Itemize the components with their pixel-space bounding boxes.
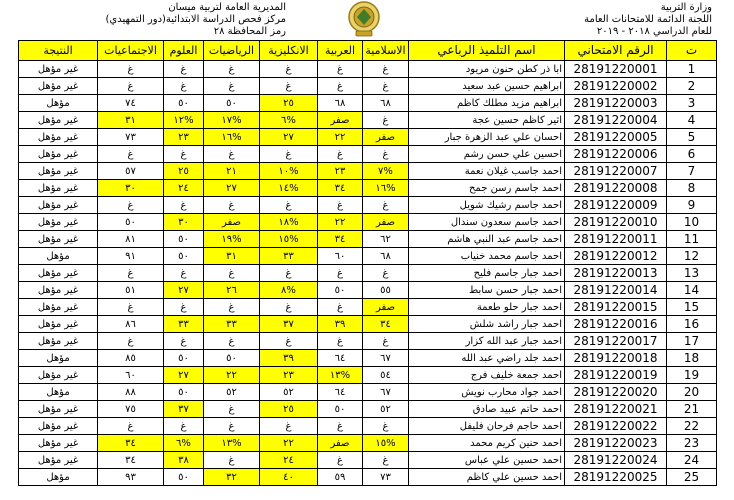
math-grade-cell: ٢٢ (204, 367, 260, 384)
social-grade-cell: ٨٨ (98, 384, 164, 401)
student-name-cell: احمد جبار راشد شلش (409, 316, 565, 333)
serial-cell: 4 (667, 112, 717, 129)
col-math: الرياضيات (204, 41, 260, 61)
exam-number-cell: 28191220025 (565, 469, 667, 486)
serial-cell: 9 (667, 197, 717, 214)
social-grade-cell: غ (98, 299, 164, 316)
serial-cell: 21 (667, 401, 717, 418)
table-row (19, 129, 717, 146)
col-arabic: العربية (318, 41, 363, 61)
serial-cell: 18 (667, 350, 717, 367)
science-grade-cell: ٣٠ (164, 214, 204, 231)
arabic-grade-cell: ٦٤ (318, 350, 363, 367)
math-grade-cell: غ (204, 78, 260, 95)
arabic-grade-cell: غ (318, 265, 363, 282)
center-line: مركز فحص الدراسة الابتدائية(دور التمهيدي) (105, 14, 286, 25)
student-name-cell: احمد جاسم عبد النبي هاشم (409, 231, 565, 248)
math-grade-cell: غ (204, 401, 260, 418)
table-row (19, 435, 717, 452)
social-grade-cell: ٨١ (98, 231, 164, 248)
exam-number-cell: 28191220003 (565, 95, 667, 112)
english-grade-cell: ٤٠ (260, 469, 318, 486)
science-grade-cell: غ (164, 78, 204, 95)
science-grade-cell: ٢٧ (164, 282, 204, 299)
province-code-line: رمز المحافظة ٢٨ (213, 26, 286, 37)
exam-number-cell: 28191220008 (565, 180, 667, 197)
math-grade-cell: غ (204, 418, 260, 435)
table-row (19, 384, 717, 401)
english-grade-cell: ٥٢ (260, 384, 318, 401)
exam-number-cell: 28191220015 (565, 299, 667, 316)
english-grade-cell: غ (260, 197, 318, 214)
student-name-cell: احمد جاسم محمد خنياب (409, 248, 565, 265)
result-cell: غير مؤهل (19, 333, 98, 350)
table-row (19, 95, 717, 112)
arabic-grade-cell: %١٣ (318, 367, 363, 384)
arabic-grade-cell: غ (318, 78, 363, 95)
student-name-cell: احمد جبار حلو طعمة (409, 299, 565, 316)
table-row (19, 248, 717, 265)
islamic-grade-cell: ٥٥ (363, 282, 409, 299)
serial-cell: 16 (667, 316, 717, 333)
result-cell: غير مؤهل (19, 197, 98, 214)
result-cell: مؤهل (19, 248, 98, 265)
social-grade-cell: ٨٥ (98, 350, 164, 367)
serial-cell: 10 (667, 214, 717, 231)
arabic-grade-cell: ٣٩ (318, 316, 363, 333)
english-grade-cell: غ (260, 146, 318, 163)
student-name-cell: احمد جاسم سعدون سندال (409, 214, 565, 231)
islamic-grade-cell: ٧٣ (363, 469, 409, 486)
student-name-cell: احمد حنين كريم محمد (409, 435, 565, 452)
table-row (19, 265, 717, 282)
serial-cell: 24 (667, 452, 717, 469)
result-cell: غير مؤهل (19, 231, 98, 248)
social-grade-cell: غ (98, 61, 164, 78)
islamic-grade-cell: غ (363, 333, 409, 350)
science-grade-cell: ٢٤ (164, 180, 204, 197)
arabic-grade-cell: غ (318, 452, 363, 469)
results-table (18, 40, 717, 486)
result-cell: غير مؤهل (19, 112, 98, 129)
islamic-grade-cell: %١٥ (363, 435, 409, 452)
serial-cell: 7 (667, 163, 717, 180)
ministry-line: وزارة التربية (660, 2, 712, 13)
arabic-grade-cell: غ (318, 61, 363, 78)
social-grade-cell: ٧٥ (98, 401, 164, 418)
table-row (19, 163, 717, 180)
ministry-header (472, 2, 712, 38)
year-line: للعام الدراسي ٢٠١٨ - ٢٠١٩ (596, 26, 712, 37)
table-row (19, 61, 717, 78)
arabic-grade-cell: ٥٠ (318, 401, 363, 418)
student-name-cell: احسان علي عبد الزهرة جبار (409, 129, 565, 146)
student-name-cell: احمد جاسب غيلان نعمة (409, 163, 565, 180)
arabic-grade-cell: غ (318, 299, 363, 316)
english-grade-cell: %٦ (260, 112, 318, 129)
social-grade-cell: ٩٣ (98, 469, 164, 486)
exam-number-cell: 28191220011 (565, 231, 667, 248)
student-name-cell: احمد جاسم رشيك شويل (409, 197, 565, 214)
math-grade-cell: ٥٠ (204, 95, 260, 112)
exam-number-cell: 28191220019 (565, 367, 667, 384)
exam-number-cell: 28191220016 (565, 316, 667, 333)
student-name-cell: احمد حاتم عبيد صادق (409, 401, 565, 418)
arabic-grade-cell: ٣٤ (318, 231, 363, 248)
result-cell: غير مؤهل (19, 299, 98, 316)
english-grade-cell: %١٠ (260, 163, 318, 180)
student-name-cell: احمد جواد محارب نويش (409, 384, 565, 401)
student-name-cell: ابراهيم مزيد مطلك كاظم (409, 95, 565, 112)
col-exam-number: الرقم الامتحاني (565, 41, 667, 61)
result-cell: غير مؤهل (19, 180, 98, 197)
directorate-header (36, 2, 286, 38)
arabic-grade-cell: ٥٠ (318, 282, 363, 299)
math-grade-cell: %١٣ (204, 435, 260, 452)
table-row (19, 401, 717, 418)
social-grade-cell: غ (98, 197, 164, 214)
islamic-grade-cell: ٦٨ (363, 95, 409, 112)
math-grade-cell: غ (204, 452, 260, 469)
english-grade-cell: ٢٥ (260, 95, 318, 112)
english-grade-cell: %١٤ (260, 180, 318, 197)
table-row (19, 452, 717, 469)
arabic-grade-cell: ٢٢ (318, 214, 363, 231)
arabic-grade-cell: ٢٣ (318, 163, 363, 180)
social-grade-cell: ٣٠ (98, 180, 164, 197)
math-grade-cell: غ (204, 146, 260, 163)
result-cell: غير مؤهل (19, 452, 98, 469)
islamic-grade-cell: غ (363, 61, 409, 78)
science-grade-cell: ٥٠ (164, 384, 204, 401)
arabic-grade-cell: ٢٢ (318, 129, 363, 146)
serial-cell: 17 (667, 333, 717, 350)
social-grade-cell: غ (98, 78, 164, 95)
science-grade-cell: ٣٧ (164, 401, 204, 418)
islamic-grade-cell: ٦٧ (363, 384, 409, 401)
social-grade-cell: ٥١ (98, 282, 164, 299)
table-row (19, 299, 717, 316)
exam-number-cell: 28191220006 (565, 146, 667, 163)
serial-cell: 20 (667, 384, 717, 401)
col-serial: ت (667, 41, 717, 61)
col-social: الاجتماعيات (98, 41, 164, 61)
social-grade-cell: ٧٤ (98, 95, 164, 112)
islamic-grade-cell: ٦٢ (363, 231, 409, 248)
english-grade-cell: ٢٢ (260, 435, 318, 452)
directorate-line: المديرية العامة لتربية ميسان (168, 2, 286, 13)
table-row (19, 350, 717, 367)
english-grade-cell: ٢٧ (260, 129, 318, 146)
islamic-grade-cell: غ (363, 418, 409, 435)
result-cell: غير مؤهل (19, 265, 98, 282)
social-grade-cell: غ (98, 418, 164, 435)
table-row (19, 214, 717, 231)
serial-cell: 5 (667, 129, 717, 146)
table-row (19, 282, 717, 299)
table-row (19, 180, 717, 197)
result-cell: مؤهل (19, 95, 98, 112)
islamic-grade-cell: ٣٤ (363, 316, 409, 333)
student-name-cell: احمد حاجم فرحان فليفل (409, 418, 565, 435)
math-grade-cell: غ (204, 197, 260, 214)
student-name-cell: احمد حسين علي كاظم (409, 469, 565, 486)
islamic-grade-cell: %٧ (363, 163, 409, 180)
social-grade-cell: غ (98, 265, 164, 282)
social-grade-cell: غ (98, 333, 164, 350)
result-cell: غير مؤهل (19, 435, 98, 452)
english-grade-cell: %٨ (260, 282, 318, 299)
social-grade-cell: ٣١ (98, 112, 164, 129)
english-grade-cell: غ (260, 299, 318, 316)
math-grade-cell: صفر (204, 214, 260, 231)
table-row (19, 78, 717, 95)
student-name-cell: احمد جبار حسن سابط (409, 282, 565, 299)
islamic-grade-cell: غ (363, 112, 409, 129)
serial-cell: 13 (667, 265, 717, 282)
result-cell: مؤهل (19, 469, 98, 486)
science-grade-cell: غ (164, 61, 204, 78)
student-name-cell: احمد جاسم رسن جمح (409, 180, 565, 197)
serial-cell: 11 (667, 231, 717, 248)
exam-number-cell: 28191220023 (565, 435, 667, 452)
islamic-grade-cell: غ (363, 265, 409, 282)
exam-number-cell: 28191220009 (565, 197, 667, 214)
social-grade-cell: ٩١ (98, 248, 164, 265)
exam-number-cell: 28191220018 (565, 350, 667, 367)
table-row (19, 112, 717, 129)
social-grade-cell: ٥٧ (98, 163, 164, 180)
exam-number-cell: 28191220017 (565, 333, 667, 350)
math-grade-cell: غ (204, 61, 260, 78)
serial-cell: 2 (667, 78, 717, 95)
english-grade-cell: غ (260, 78, 318, 95)
table-row (19, 316, 717, 333)
math-grade-cell: ٥٢ (204, 384, 260, 401)
science-grade-cell: %١٢ (164, 112, 204, 129)
col-science: العلوم (164, 41, 204, 61)
english-grade-cell: ٢٣ (260, 367, 318, 384)
islamic-grade-cell: ٦٨ (363, 248, 409, 265)
serial-cell: 22 (667, 418, 717, 435)
islamic-grade-cell: صفر (363, 129, 409, 146)
result-cell: غير مؤهل (19, 214, 98, 231)
math-grade-cell: ٥٠ (204, 350, 260, 367)
social-grade-cell: ٨٦ (98, 316, 164, 333)
math-grade-cell: ٣٢ (204, 469, 260, 486)
english-grade-cell: غ (260, 265, 318, 282)
student-name-cell: احمد جبار عبد الله كزار (409, 333, 565, 350)
exam-number-cell: 28191220024 (565, 452, 667, 469)
english-grade-cell: ٣٧ (260, 316, 318, 333)
math-grade-cell: ٢٦ (204, 282, 260, 299)
exam-number-cell: 28191220012 (565, 248, 667, 265)
col-english: الانكليزية (260, 41, 318, 61)
table-row (19, 469, 717, 486)
science-grade-cell: ٥٠ (164, 231, 204, 248)
result-cell: غير مؤهل (19, 61, 98, 78)
arabic-grade-cell: ٣٤ (318, 180, 363, 197)
science-grade-cell: غ (164, 265, 204, 282)
result-cell: مؤهل (19, 384, 98, 401)
result-cell: غير مؤهل (19, 163, 98, 180)
committee-line: اللجنة الدائمة للامتحانات العامة (584, 14, 712, 25)
arabic-grade-cell: ٦٤ (318, 384, 363, 401)
student-name-cell: احمد جلد راضي عبد الله (409, 350, 565, 367)
arabic-grade-cell: غ (318, 418, 363, 435)
social-grade-cell: ٦٠ (98, 367, 164, 384)
math-grade-cell: غ (204, 265, 260, 282)
social-grade-cell: ٥٠ (98, 214, 164, 231)
science-grade-cell: غ (164, 299, 204, 316)
math-grade-cell: %١٧ (204, 112, 260, 129)
serial-cell: 19 (667, 367, 717, 384)
social-grade-cell: ٣٤ (98, 452, 164, 469)
result-cell: غير مؤهل (19, 146, 98, 163)
exam-number-cell: 28191220004 (565, 112, 667, 129)
result-cell: مؤهل (19, 350, 98, 367)
iraq-emblem-icon (346, 0, 382, 38)
science-grade-cell: ٣٣ (164, 316, 204, 333)
math-grade-cell: ٢٧ (204, 180, 260, 197)
result-cell: غير مؤهل (19, 367, 98, 384)
serial-cell: 25 (667, 469, 717, 486)
science-grade-cell: ٢٣ (164, 129, 204, 146)
exam-number-cell: 28191220001 (565, 61, 667, 78)
result-cell: غير مؤهل (19, 401, 98, 418)
islamic-grade-cell: غ (363, 146, 409, 163)
science-grade-cell: ٥٠ (164, 95, 204, 112)
arabic-grade-cell: ٦٠ (318, 248, 363, 265)
science-grade-cell: غ (164, 418, 204, 435)
english-grade-cell: ٢٤ (260, 452, 318, 469)
result-cell: غير مؤهل (19, 78, 98, 95)
student-name-cell: احسين علي حسن رشم (409, 146, 565, 163)
exam-number-cell: 28191220014 (565, 282, 667, 299)
exam-number-cell: 28191220007 (565, 163, 667, 180)
result-cell: غير مؤهل (19, 282, 98, 299)
islamic-grade-cell: غ (363, 452, 409, 469)
serial-cell: 15 (667, 299, 717, 316)
exam-number-cell: 28191220013 (565, 265, 667, 282)
exam-number-cell: 28191220002 (565, 78, 667, 95)
islamic-grade-cell: غ (363, 78, 409, 95)
math-grade-cell: %١٩ (204, 231, 260, 248)
student-name-cell: احمد جبار جاسم فليح (409, 265, 565, 282)
serial-cell: 14 (667, 282, 717, 299)
social-grade-cell: ٣٤ (98, 435, 164, 452)
science-grade-cell: ٣٨ (164, 452, 204, 469)
result-cell: غير مؤهل (19, 129, 98, 146)
exam-number-cell: 28191220021 (565, 401, 667, 418)
arabic-grade-cell: غ (318, 197, 363, 214)
serial-cell: 3 (667, 95, 717, 112)
science-grade-cell: غ (164, 197, 204, 214)
table-row (19, 333, 717, 350)
science-grade-cell: ٥٠ (164, 248, 204, 265)
arabic-grade-cell: ٥٩ (318, 469, 363, 486)
english-grade-cell: %١٨ (260, 214, 318, 231)
islamic-grade-cell: صفر (363, 299, 409, 316)
english-grade-cell: ٢٥ (260, 401, 318, 418)
science-grade-cell: غ (164, 333, 204, 350)
math-grade-cell: غ (204, 299, 260, 316)
student-name-cell: ابراهيم حسين عبد سعيد (409, 78, 565, 95)
islamic-grade-cell: ٥٢ (363, 401, 409, 418)
result-cell: غير مؤهل (19, 418, 98, 435)
col-result: النتيجة (19, 41, 98, 61)
table-row (19, 367, 717, 384)
col-student-name: اسم التلميذ الرباعي (409, 41, 565, 61)
math-grade-cell: ٣٣ (204, 316, 260, 333)
social-grade-cell: غ (98, 146, 164, 163)
student-name-cell: احمد جمعة خليف فرج (409, 367, 565, 384)
arabic-grade-cell: ٦٨ (318, 95, 363, 112)
islamic-grade-cell: ٦٧ (363, 350, 409, 367)
islamic-grade-cell: صفر (363, 214, 409, 231)
table-row (19, 418, 717, 435)
student-name-cell: اثير كاظم حسين عجة (409, 112, 565, 129)
science-grade-cell: ٥٠ (164, 469, 204, 486)
col-islamic: الاسلامية (363, 41, 409, 61)
table-row (19, 231, 717, 248)
islamic-grade-cell: ٥٤ (363, 367, 409, 384)
table-row (19, 197, 717, 214)
student-name-cell: احمد حسين علي عباس (409, 452, 565, 469)
student-name-cell: ابا ذر كطن حنون مريود (409, 61, 565, 78)
science-grade-cell: ٢٧ (164, 367, 204, 384)
english-grade-cell: %١٥ (260, 231, 318, 248)
header-row (19, 41, 717, 61)
science-grade-cell: غ (164, 146, 204, 163)
english-grade-cell: ٣٩ (260, 350, 318, 367)
english-grade-cell: غ (260, 333, 318, 350)
serial-cell: 12 (667, 248, 717, 265)
exam-number-cell: 28191220020 (565, 384, 667, 401)
arabic-grade-cell: غ (318, 333, 363, 350)
serial-cell: 1 (667, 61, 717, 78)
science-grade-cell: ٥٠ (164, 350, 204, 367)
math-grade-cell: ٣١ (204, 248, 260, 265)
social-grade-cell: ٧٣ (98, 129, 164, 146)
table-row (19, 146, 717, 163)
exam-number-cell: 28191220005 (565, 129, 667, 146)
arabic-grade-cell: صفر (318, 112, 363, 129)
arabic-grade-cell: غ (318, 146, 363, 163)
science-grade-cell: ٢٥ (164, 163, 204, 180)
math-grade-cell: ٢١ (204, 163, 260, 180)
english-grade-cell: ٣٣ (260, 248, 318, 265)
math-grade-cell: غ (204, 333, 260, 350)
result-cell: غير مؤهل (19, 316, 98, 333)
exam-number-cell: 28191220010 (565, 214, 667, 231)
english-grade-cell: غ (260, 61, 318, 78)
serial-cell: 23 (667, 435, 717, 452)
exam-number-cell: 28191220022 (565, 418, 667, 435)
arabic-grade-cell: صفر (318, 435, 363, 452)
islamic-grade-cell: %١٦ (363, 180, 409, 197)
math-grade-cell: %١٦ (204, 129, 260, 146)
english-grade-cell: غ (260, 418, 318, 435)
serial-cell: 8 (667, 180, 717, 197)
islamic-grade-cell: غ (363, 197, 409, 214)
serial-cell: 6 (667, 146, 717, 163)
science-grade-cell: %٦ (164, 435, 204, 452)
